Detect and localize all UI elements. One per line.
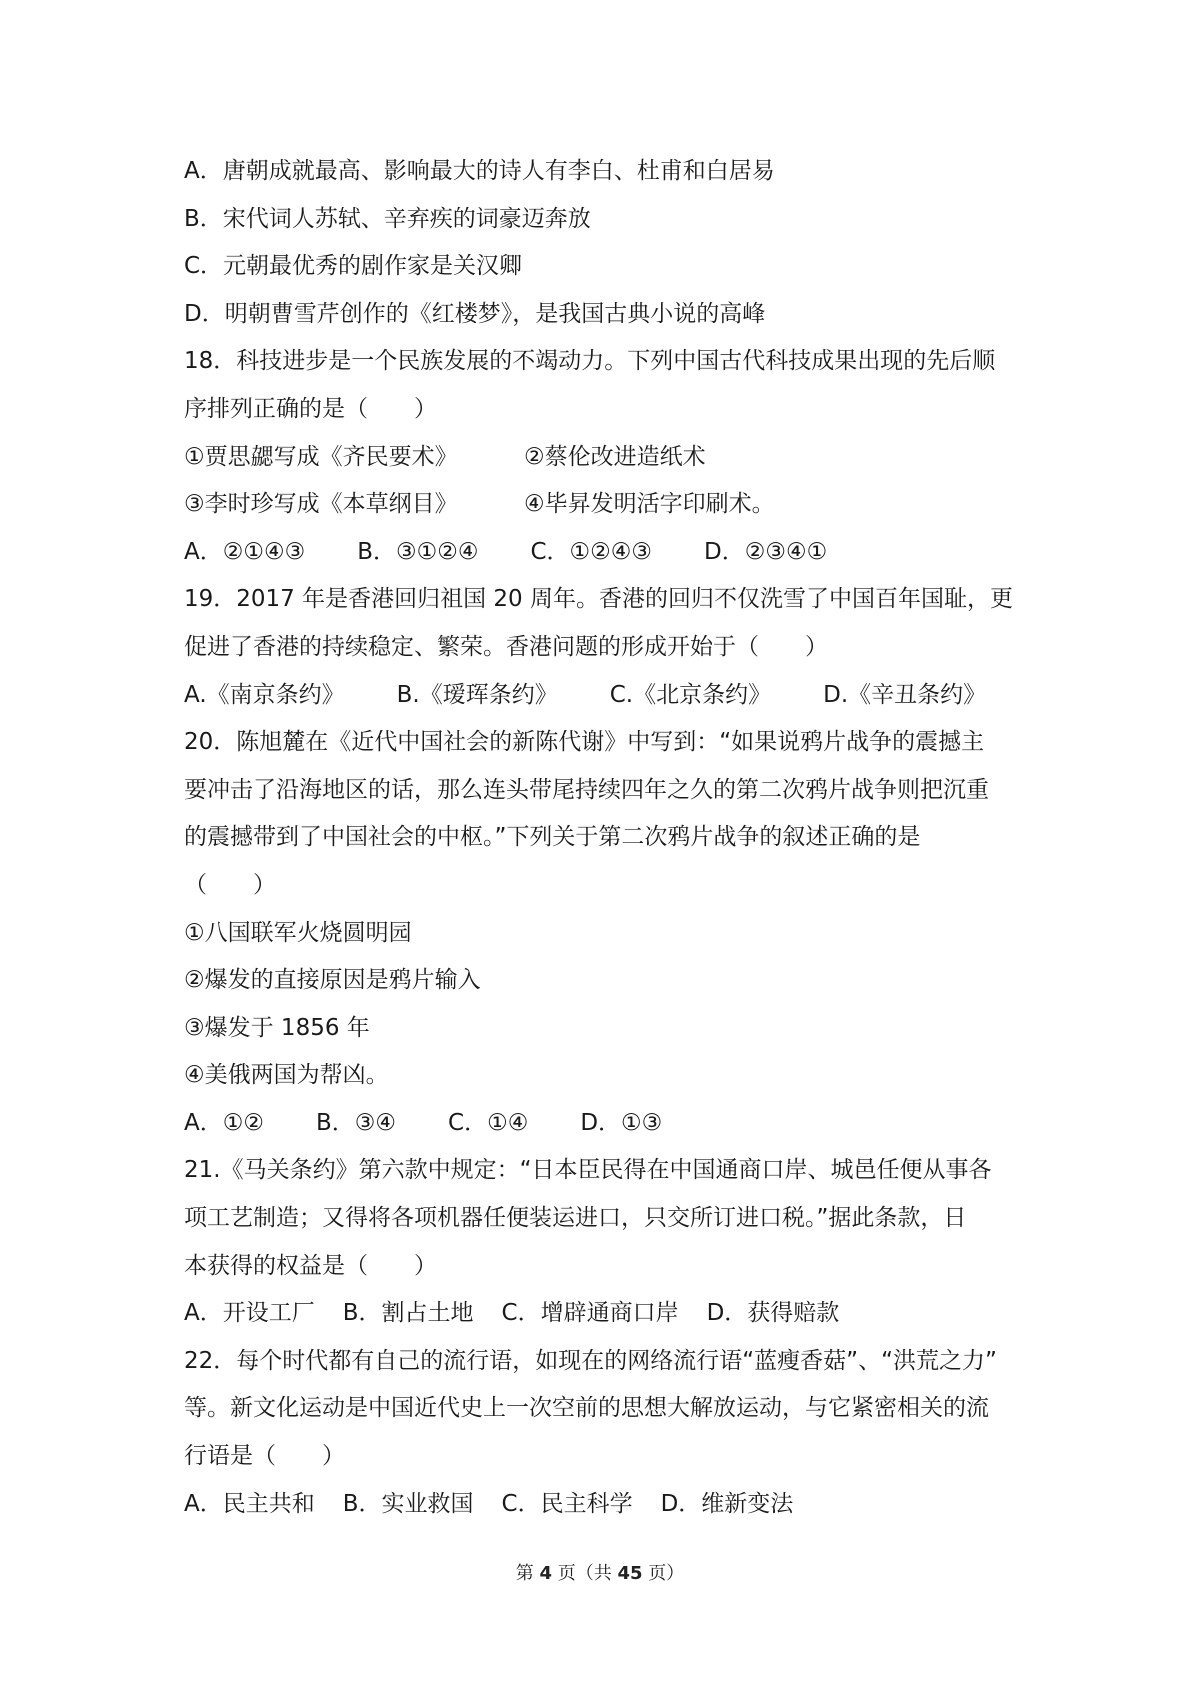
q18-option-b: B．③①②④ [357,538,479,565]
q21-stem-line-1: 21.《马关条约》第六款中规定：“日本臣民得在中国通商口岸、城邑任便从事各 [184,1157,992,1184]
q22-stem-line-2: 等。新文化运动是中国近代史上一次空前的思想大解放运动，与它紧密相关的流 [184,1395,989,1422]
q18-item-3: ③李时珍写成《本草纲目》 [184,491,458,518]
q20-item-3: ③爆发于 1856 年 [184,1014,370,1041]
q22-option-d: D．维新变法 [660,1490,794,1517]
q22-option-c: C．民主科学 [501,1490,633,1517]
footer-prefix: 第 [515,1563,534,1584]
q17-option-d: D．明朝曹雪芹创作的《红楼梦》，是我国古典小说的高峰 [184,300,766,327]
q22-option-b: B．实业救国 [342,1490,474,1517]
q18-option-a: A．②①④③ [184,538,306,565]
q20-stem-line-4: （ ） [184,871,276,898]
q20-option-c: C．①④ [448,1109,529,1136]
q17-option-c: C．元朝最优秀的剧作家是关汉卿 [184,253,523,280]
q20-item-4: ④美俄两国为帮凶。 [184,1062,389,1089]
q19-stem-line-2: 促进了香港的持续稳定、繁荣。香港问题的形成开始于（ ） [184,633,828,660]
page-content [184,148,1024,1528]
q18-item-1: ①贾思勰写成《齐民要术》 [184,443,458,470]
q22-stem-line-3: 行语是（ ） [184,1443,345,1470]
q18-items-row-2 [184,481,1024,529]
q20-options [184,1100,1024,1148]
q20-option-a: A．①② [184,1109,264,1136]
q21-option-a: A．开设工厂 [184,1300,315,1327]
q20-stem-line-2: 要冲击了沿海地区的话，那么连头带尾持续四年之久的第二次鸦片战争则把沉重 [184,776,989,803]
q19-option-c: C.《北京条约》 [609,681,772,708]
footer-suffix: 页） [648,1563,685,1584]
q19-option-a: A.《南京条约》 [184,681,345,708]
q20-item-1: ①八国联军火烧圆明园 [184,919,412,946]
q18-option-d: D．②③④① [704,538,828,565]
q22-option-a: A．民主共和 [184,1490,315,1517]
q21-option-c: C．增辟通商口岸 [501,1300,679,1327]
q20-option-b: B．③④ [315,1109,397,1136]
q20-item-2: ②爆发的直接原因是鸦片输入 [184,967,481,994]
q19-stem-line-1: 19．2017 年是香港回归祖国 20 周年。香港的回归不仅洗雪了中国百年国耻，更 [184,586,1013,613]
q17-option-a: A．唐朝成就最高、影响最大的诗人有李白、杜甫和白居易 [184,158,775,184]
footer-page-number: 4 [539,1563,552,1584]
page-footer [0,1559,1200,1585]
q18-item-2: ②蔡伦改进造纸术 [524,443,706,470]
q20-stem-line-1: 20．陈旭麓在《近代中国社会的新陈代谢》中写到：“如果说鸦片战争的震撼主 [184,729,985,756]
q20-stem-line-3: 的震撼带到了中国社会的中枢。”下列关于第二次鸦片战争的叙述正确的是 [184,824,921,851]
q18-items-row-1 [184,434,1024,482]
q22-options [184,1481,1024,1529]
q21-option-d: D．获得赔款 [706,1300,840,1327]
q17-option-b: B．宋代词人苏轼、辛弃疾的词豪迈奔放 [184,205,591,232]
q21-options [184,1290,1024,1338]
q21-stem-line-2: 项工艺制造；又得将各项机器任便装运进口，只交所订进口税。”据此条款，日 [184,1205,967,1232]
footer-total-pages: 45 [617,1563,643,1584]
q21-option-b: B．割占土地 [342,1300,474,1327]
q19-option-b: B.《瑷珲条约》 [396,681,558,708]
q18-stem-line-1: 18．科技进步是一个民族发展的不竭动力。下列中国古代科技成果出现的先后顺 [184,348,996,375]
q21-stem-line-3: 本获得的权益是（ ） [184,1252,437,1279]
footer-middle: 页（共 [557,1563,612,1584]
q20-option-d: D．①③ [580,1109,663,1136]
q18-item-4: ④毕昇发明活字印刷术。 [524,491,775,518]
q19-options [184,672,1024,720]
q22-stem-line-1: 22．每个时代都有自己的流行语，如现在的网络流行语“蓝瘦香菇”、“洪荒之力” [184,1347,997,1374]
q19-option-d: D.《辛丑条约》 [823,681,987,708]
q18-stem-line-2: 序排列正确的是（ ） [184,395,437,422]
q18-option-c: C．①②④③ [530,538,653,565]
q18-options [184,529,1024,577]
